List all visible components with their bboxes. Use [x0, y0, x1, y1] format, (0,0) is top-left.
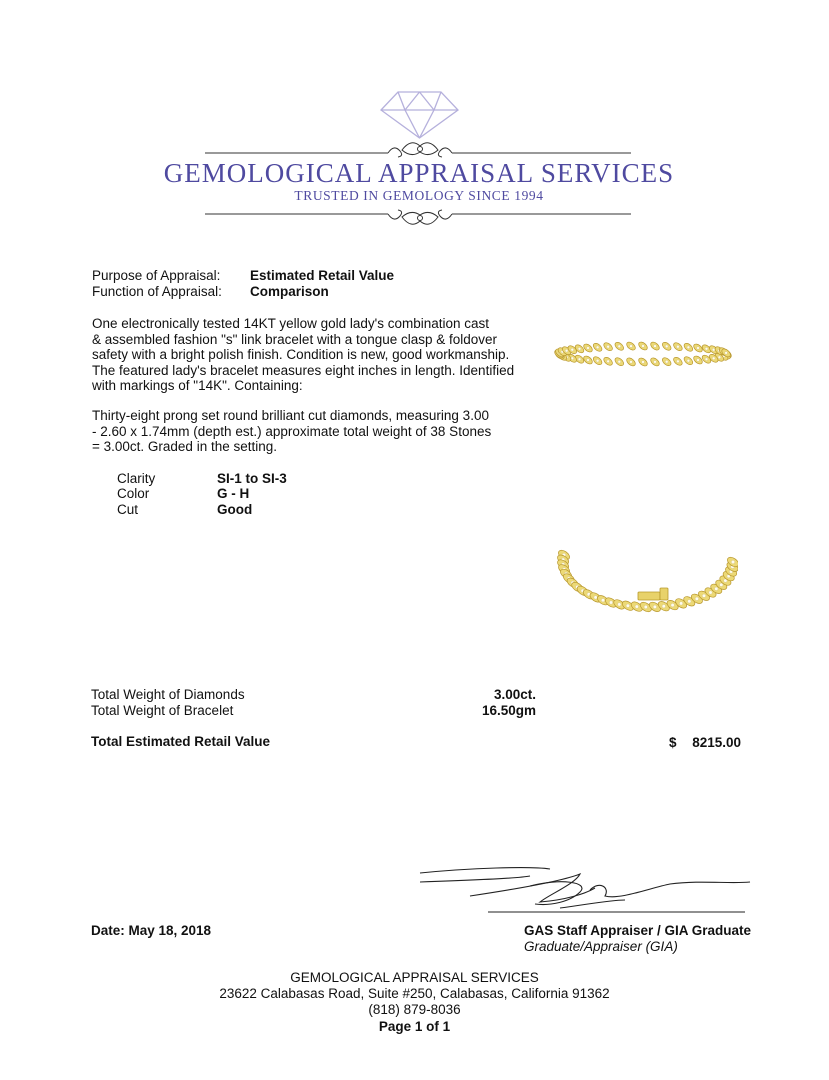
- diamond-stone: [679, 602, 683, 606]
- company-tagline: TRUSTED IN GEMOLOGY SINCE 1994: [294, 188, 544, 203]
- diamond-stone: [705, 358, 708, 361]
- appraisal-date: Date: May 18, 2018: [91, 923, 212, 938]
- diamond-stone: [665, 360, 668, 363]
- bracelet-photo-open: [548, 500, 738, 620]
- clarity-value: SI-1 to SI-3: [217, 471, 287, 486]
- top-flourish: [205, 143, 631, 157]
- currency-symbol: $: [669, 735, 677, 750]
- bracelet-photo-side: [548, 330, 738, 380]
- diamond-stone: [594, 596, 598, 600]
- appraiser-subtitle: Graduate/Appraiser (GIA): [524, 939, 678, 954]
- diamond-description: [92, 408, 532, 455]
- description-line: safety with a bright polish finish. Condition is new, good workmanship.: [92, 347, 510, 362]
- letterhead-logo: [0, 0, 829, 240]
- diamond-stone: [725, 352, 728, 355]
- diamond-stone: [654, 345, 657, 348]
- diamond-stone: [687, 359, 690, 362]
- purpose-value: Estimated Retail Value: [250, 268, 395, 283]
- diamond-stone: [705, 347, 708, 350]
- diamond-stone: [596, 359, 599, 362]
- purpose-label: Purpose of Appraisal:: [92, 268, 221, 283]
- diamond-stone: [709, 591, 713, 595]
- item-description: [92, 316, 532, 394]
- diamond-stone: [715, 587, 719, 591]
- diamond-line: - 2.60 x 1.74mm (depth est.) approximate total weight of 38 Stones: [92, 423, 492, 439]
- diamond-stone: [618, 360, 621, 363]
- cut-value: Good: [217, 502, 253, 517]
- diamond-stone: [671, 603, 675, 607]
- diamond-stone: [601, 598, 605, 602]
- diamond-stone: [654, 361, 657, 364]
- description-line: & assembled fashion "s" link bracelet with a tongue clasp & foldover: [92, 331, 498, 347]
- diamond-stone: [635, 605, 639, 609]
- diamond-stone: [630, 361, 633, 364]
- page-number: Page 1 of 1: [378, 1019, 451, 1034]
- diamond-stone: [720, 583, 724, 587]
- total-retail-value-label: Total Estimated Retail Value: [91, 734, 271, 749]
- diamond-stone: [571, 348, 574, 351]
- diamond-stone: [677, 360, 680, 363]
- bottom-flourish: [205, 210, 631, 224]
- function-value: Comparison: [250, 284, 329, 299]
- diamond-stone: [607, 345, 610, 348]
- bracelet-clasp: [638, 588, 668, 600]
- diamond-stone: [587, 359, 590, 362]
- diamond-stone: [653, 605, 657, 609]
- diamond-line: = 3.00ct. Graded in the setting.: [92, 439, 277, 454]
- total-diamond-weight-value: 3.00ct.: [493, 687, 536, 702]
- total-retail-value: 8215.00: [692, 735, 741, 750]
- total-diamond-weight-label: Total Weight of Diamonds: [91, 687, 245, 702]
- footer-company: GEMOLOGICAL APPRAISAL SERVICES: [290, 970, 539, 985]
- diamond-stone: [618, 345, 621, 348]
- diamond-stone: [697, 359, 700, 362]
- description-line: One electronically tested 14KT yellow gold lady's combination cast: [92, 316, 490, 331]
- diamond-stone: [578, 358, 581, 361]
- company-name: GEMOLOGICAL APPRAISAL SERVICES: [163, 158, 675, 188]
- diamond-stone: [587, 347, 590, 350]
- diamond-icon: [381, 92, 458, 138]
- diamond-stone: [718, 356, 721, 359]
- diamond-stone: [565, 349, 568, 352]
- diamond-stone: [695, 597, 699, 601]
- function-label: Function of Appraisal:: [92, 284, 222, 299]
- diamond-stone: [731, 560, 735, 564]
- diamond-stone: [578, 347, 581, 350]
- diamond-stone: [644, 605, 648, 609]
- diamond-stone: [677, 345, 680, 348]
- diamond-stone: [607, 360, 610, 363]
- diamond-line: Thirty-eight prong set round brilliant cut diamonds, measuring 3.00: [92, 408, 489, 423]
- diamond-stone: [665, 345, 668, 348]
- total-bracelet-weight-label: Total Weight of Bracelet: [91, 703, 234, 718]
- appraiser-title: GAS Staff Appraiser / GIA Graduate: [523, 923, 751, 938]
- diamond-stone: [662, 604, 666, 608]
- footer-address: 23622 Calabasas Road, Suite #250, Calabasas, California 91362: [219, 986, 610, 1001]
- diamond-stone: [687, 346, 690, 349]
- diamond-stone: [626, 604, 630, 608]
- diamond-stone: [688, 600, 692, 604]
- diamond-stone: [642, 361, 645, 364]
- diamond-stone: [697, 347, 700, 350]
- diamond-stone: [642, 345, 645, 348]
- cut-label: Cut: [117, 502, 139, 517]
- diamond-stone: [618, 603, 622, 607]
- appraiser-signature: [410, 860, 760, 920]
- diamond-stone: [702, 594, 706, 598]
- total-bracelet-weight-value: 16.50gm: [481, 703, 536, 718]
- color-value: G - H: [217, 486, 250, 501]
- description-line: with markings of "14K". Containing:: [92, 378, 303, 393]
- footer-phone: (818) 879-8036: [368, 1002, 461, 1017]
- diamond-stone: [609, 601, 613, 605]
- description-line: The featured lady's bracelet measures eight inches in length. Identified: [92, 362, 515, 378]
- clarity-label: Clarity: [117, 471, 156, 486]
- diamond-stone: [630, 345, 633, 348]
- diamond-stone: [596, 346, 599, 349]
- diamond-stone: [712, 357, 715, 360]
- color-label: Color: [117, 486, 150, 501]
